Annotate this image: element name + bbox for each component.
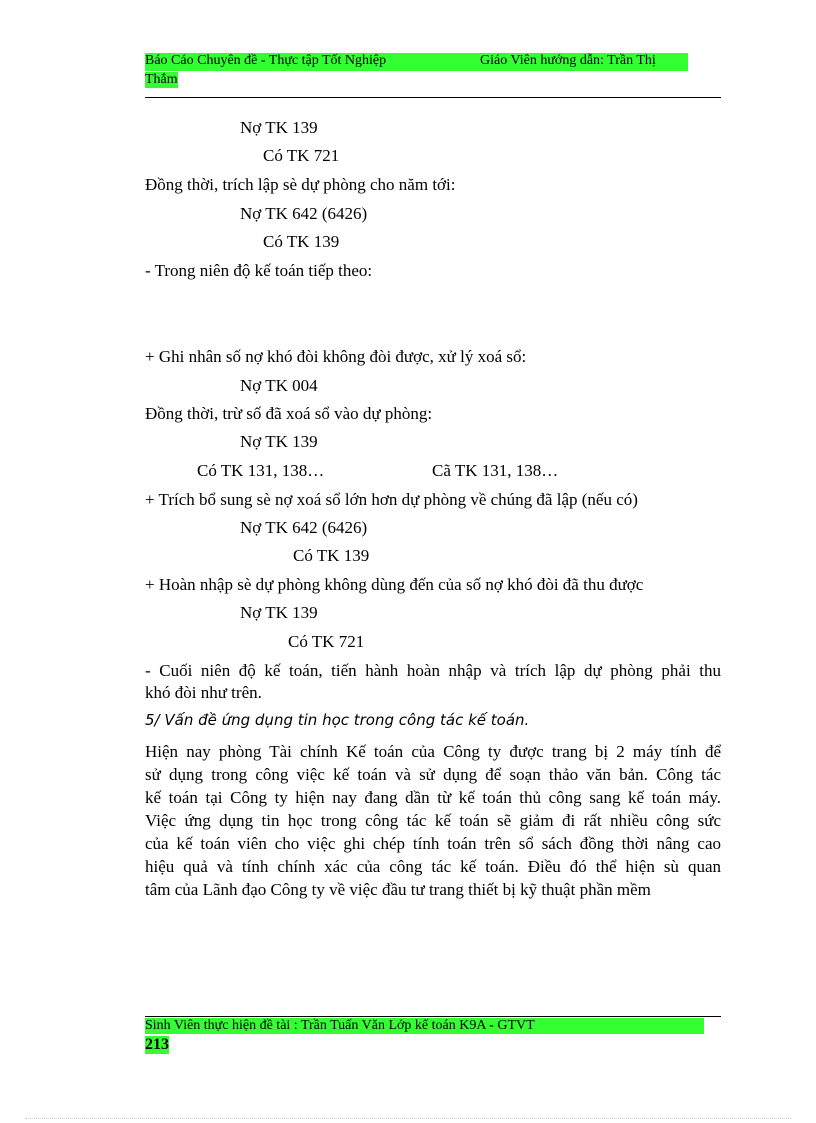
header-report-title: Báo Cáo Chuyên đề - Thực tập Tốt Nghiệp bbox=[145, 53, 387, 68]
paragraph-line: Hiện nay phòng Tài chính Kế toán của Công ty được trang bị 2 máy tính để bbox=[145, 742, 721, 761]
entry-credit-139: Có TK 139 bbox=[263, 232, 340, 251]
entry-credit-131-138-alt: Cã TK 131, 138… bbox=[432, 461, 559, 480]
paragraph-line: sử dụng trong công việc kế toán và sử dụng để soạn thảo văn bản. Công tác bbox=[145, 765, 721, 784]
page-number: 213 bbox=[145, 1036, 169, 1053]
header-advisor-cont: Thắm bbox=[145, 72, 178, 87]
paragraph-line: hiệu quả và tính chính xác của công tác kế toán. Điều đó thể hiện sù quan bbox=[145, 857, 721, 876]
text-line: - Trong niên độ kế toán tiếp theo: bbox=[145, 261, 373, 280]
text-line: + Hoàn nhập sè dự phòng không dùng đến của số nợ khó đòi đã thu được bbox=[145, 575, 644, 594]
text-line: Đồng thời, trừ số đã xoá sổ vào dự phòng: bbox=[145, 404, 433, 423]
header-rule bbox=[145, 97, 721, 98]
header-advisor: Giáo Viên hướng dẫn: Trần Thị bbox=[480, 53, 656, 68]
entry-debit-139: Nợ TK 139 bbox=[240, 118, 318, 137]
entry-credit-139: Có TK 139 bbox=[293, 546, 370, 565]
footer-author: Sinh Viên thực hiện đề tài : Trần Tuấn Văn Lớp kế toán K9A - GTVT bbox=[145, 1018, 535, 1033]
entry-debit-642: Nợ TK 642 (6426) bbox=[240, 204, 368, 223]
text-line: + Trích bổ sung sè nợ xoá sổ lớn hơn dự phòng về chúng đã lập (nếu có) bbox=[145, 490, 638, 509]
text-line: khó đòi như trên. bbox=[145, 683, 262, 702]
paragraph-line: của kế toán viên cho việc ghi chép tính toán trên sổ sách đồng thời nâng cao bbox=[145, 834, 721, 853]
text-line: + Ghi nhân số nợ khó đòi không đòi được, xử lý xoá sổ: bbox=[145, 347, 527, 366]
entry-debit-642: Nợ TK 642 (6426) bbox=[240, 518, 368, 537]
section-heading: 5/ Vấn đề ứng dụng tin học trong công tác kế toán. bbox=[145, 711, 530, 729]
text-line: Đồng thời, trích lập sè dự phòng cho năm tới: bbox=[145, 175, 456, 194]
paragraph-line: Việc ứng dụng tin học trong công tác kế toán sẽ giảm đi rất nhiều công sức bbox=[145, 811, 721, 830]
entry-debit-139: Nợ TK 139 bbox=[240, 432, 318, 451]
entry-debit-139: Nợ TK 139 bbox=[240, 603, 318, 622]
entry-credit-721: Có TK 721 bbox=[288, 632, 365, 651]
entry-credit-131-138: Có TK 131, 138… bbox=[197, 461, 325, 480]
entry-debit-004: Nợ TK 004 bbox=[240, 376, 318, 395]
paragraph-line: tâm của Lãnh đạo Công ty về việc đầu tư trang thiết bị kỹ thuật phần mềm bbox=[145, 880, 651, 899]
entry-credit-721: Có TK 721 bbox=[263, 146, 340, 165]
footer-rule bbox=[145, 1016, 721, 1017]
paragraph-line: kế toán tại Công ty hiện nay đang dần từ kế toán thủ công sang kế toán máy. bbox=[145, 788, 721, 807]
page-edge-divider bbox=[25, 1118, 791, 1119]
text-line: - Cuối niên độ kế toán, tiến hành hoàn nhập và trích lập dự phòng phải thu bbox=[145, 661, 721, 680]
